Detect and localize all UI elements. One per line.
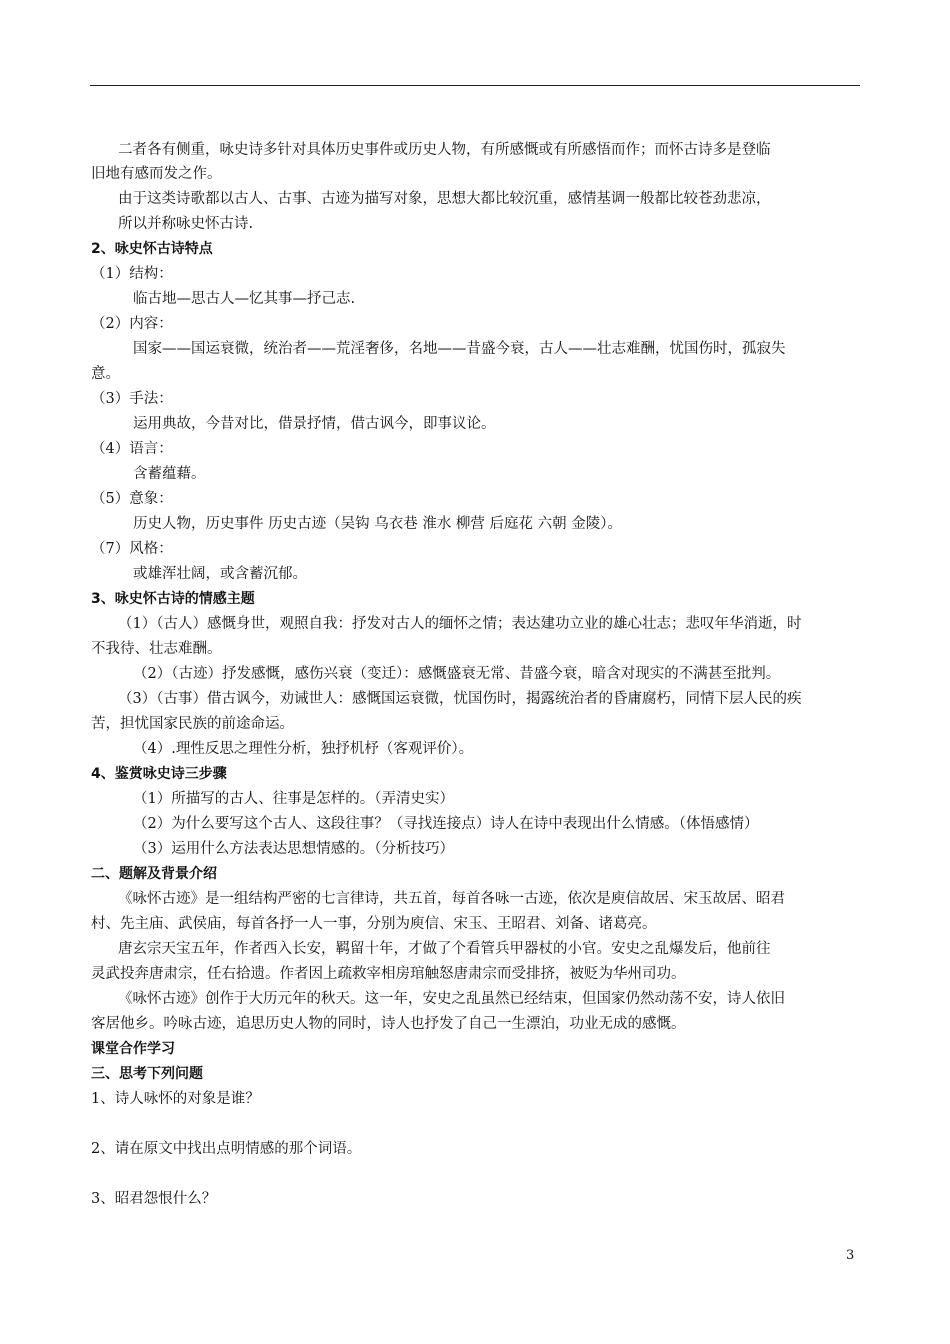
- text-line: （2）（古迹）抒发感慨，感伤兴衰（变迁）：感慨盛衰无常、昔盛今衰，暗含对现实的不满甚至批判。: [133, 666, 781, 682]
- text-line: 客居他乡。吟咏古迹，追思历史人物的同时，诗人也抒发了自己一生漂泊，功业无成的感慨。: [91, 1016, 686, 1032]
- text-line: （7）风格：: [91, 541, 173, 557]
- text-line: 不我待、壮志难酬。: [91, 641, 222, 657]
- text-line: 唐玄宗天宝五年，作者西入长安，羁留十年，才做了个看管兵甲器杖的小官。安史之乱爆发后，他前往: [118, 941, 771, 957]
- text-line: 临古地—思古人—忆其事—抒己志.: [133, 291, 356, 307]
- text-line: 灵武投奔唐肃宗，任右拾遗。作者因上疏救宰相房琯触怒唐肃宗而受排挤，被贬为华州司功。: [91, 966, 686, 982]
- text-line: 或雄浑壮阔，或含蓄沉郁。: [133, 566, 307, 582]
- section-heading: 3、咏史怀古诗的情感主题: [91, 591, 255, 607]
- text-line: （2）内容：: [91, 316, 173, 332]
- text-line: （1）（古人）感慨身世，观照自我：抒发对古人的缅怀之情；表达建功立业的雄心壮志；悲叹年华消逝，时: [118, 616, 802, 632]
- text-line: （5）意象：: [91, 491, 173, 507]
- text-line: 意。: [91, 366, 120, 382]
- text-line: 国家——国运衰微，统治者——荒淫奢侈，名地——昔盛今衰，古人——壮志难酬，忧国伤时，孤寂失: [133, 341, 786, 357]
- text-line: 历史人物，历史事件 历史古迹（吴钩 乌衣巷 淮水 柳营 后庭花 六朝 金陵）。: [133, 516, 623, 532]
- section-heading: 三、思考下列问题: [91, 1066, 203, 1082]
- text-line: 3、昭君怨恨什么？: [91, 1191, 217, 1207]
- section-heading: 2、咏史怀古诗特点: [91, 241, 213, 257]
- text-line: （1）所描写的古人、往事是怎样的。（弄清史实）: [133, 791, 454, 807]
- text-line: （2）为什么要写这个古人、这段往事？（寻找连接点）诗人在诗中表现出什么情感。（体悟感情）: [133, 816, 759, 832]
- text-line: 二者各有侧重，咏史诗多针对具体历史事件或历史人物，有所感慨或有所感悟而作；而怀古诗多是登临: [118, 142, 771, 158]
- text-line: 苦，担忧国家民族的前途命运。: [91, 716, 294, 732]
- text-line: 含蓄蕴藉。: [133, 466, 206, 482]
- header-rule: [90, 85, 860, 86]
- section-heading: 4、鉴赏咏史诗三步骤: [91, 766, 227, 782]
- text-line: 运用典故，今昔对比，借景抒情，借古讽今，即事议论。: [133, 416, 496, 432]
- text-line: 2、请在原文中找出点明情感的那个词语。: [91, 1141, 362, 1157]
- text-line: （4）语言：: [91, 441, 173, 457]
- text-line: 所以并称咏史怀古诗.: [118, 216, 254, 232]
- text-line: （1）结构：: [91, 266, 173, 282]
- text-line: （4）.理性反思之理性分析，独抒机杼（客观评价）。: [133, 741, 474, 757]
- text-line: （3）运用什么方法表达思想情感的。（分析技巧）: [133, 841, 454, 857]
- text-line: 1、诗人咏怀的对象是谁？: [91, 1091, 260, 1107]
- text-line: 由于这类诗歌都以古人、古事、古迹为描写对象，思想大都比较沉重，感情基调一般都比较苍劲悲凉，: [118, 191, 771, 207]
- text-line: 旧地有感而发之作。: [91, 166, 222, 182]
- section-heading: 课堂合作学习: [91, 1041, 175, 1057]
- text-line: 《咏怀古迹》创作于大历元年的秋天。这一年，安史之乱虽然已经结束，但国家仍然动荡不安，诗人依旧: [118, 991, 785, 1007]
- text-line: （3）（古事）借古讽今，劝诫世人：感慨国运衰微，忧国伤时，揭露统治者的昏庸腐朽，同情下层人民的疾: [118, 691, 802, 707]
- page-number: 3: [846, 1248, 855, 1263]
- text-line: （3）手法：: [91, 391, 173, 407]
- section-heading: 二、题解及背景介绍: [91, 866, 217, 882]
- text-line: 《咏怀古迹》是一组结构严密的七言律诗，共五首，每首各咏一古迹，依次是庾信故居、宋玉故居、昭君: [118, 891, 785, 907]
- text-line: 村、先主庙、武侯庙，每首各抒一人一事，分别为庾信、宋玉、王昭君、刘备、诸葛亮。: [91, 916, 657, 932]
